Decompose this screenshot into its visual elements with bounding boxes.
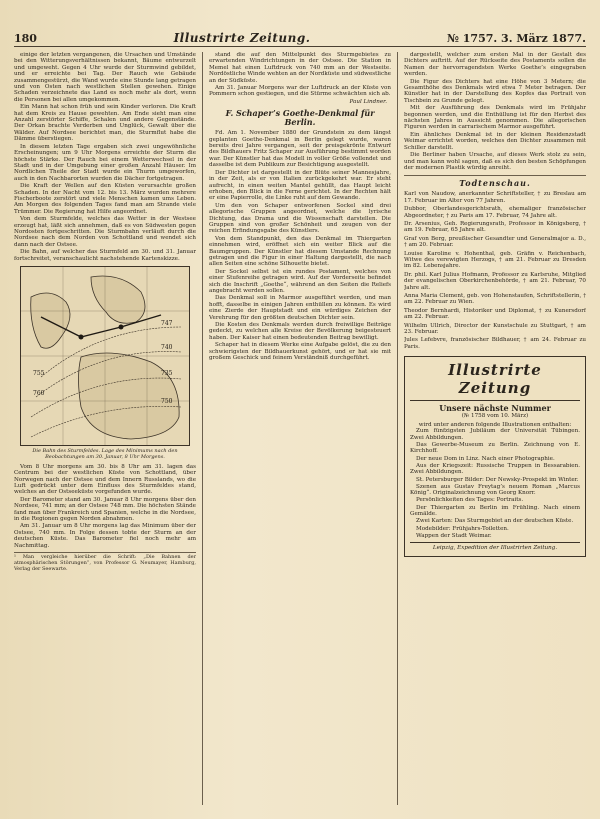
column-rule-left [202,52,203,805]
map-drawing [21,267,189,445]
masthead-logo: Illustrirte Zeitung [410,361,580,401]
ad-item: Szenen aus Gustav Freytag’s neuem Roman „Marcus König“. Originalzeichnung von Georg Knorr. [410,483,580,497]
map-caption: Die Bahn des Sturmfeldes. Lage des Minimums nach den Beobachtungen am 30. Januar, 8 Uhr Morgens. [32,448,178,461]
paragraph: Fd. Am 1. November 1880 der Grundstein zu dem längst geplanten Goethe-Denkmal in Berlin gelegt wurde, waren bereits drei Jahre vergangen, seit der preisgekrönte Entwurf des Bildhauers Fritz Schaper zur Ausführung bestimmt worden war. Der Künstler hat das Modell in voller Größe vollendet und dasselbe ist dem Publikum zur Besichtigung ausgestellt. [209,130,391,169]
paragraph: Der Barometer stand am 30. Januar 8 Uhr morgens über den Nordsee, 741 mm; an der Ostsee 748 mm. Die höchsten Stände fand man über Frankreich und Spanien, welche in die Nordsee, in die Regionen gegen Norden abnahmen. [14,496,196,523]
page-header [14,30,586,47]
ad-item: Persönlichkeiten des Tages: Portraits. [416,497,524,504]
issue-info: № 1757. 3. März 1877. [446,31,586,45]
paragraph: Von dem Sturmfelde, welches das Wetter in der Westsee erzeugt hat, läßt sich annehmen, daß es von Südwesten gegen Nordosten fortgeschritten. Die Sturmbahn verläuft durch die Nordsee nach dem Norden von Schottland und wendet sich dann nach der Ostsee. [14,216,196,248]
obituary-entry: Louise Karoline v. Hohenthal, geb. Gräfin v. Reichenbach, Witwe des verewigten Herzogs, † am 21. Februar zu Dresden im 82. Lebensjahre. [404,250,586,270]
ad-intro: wird unter anderen folgende Illustrationen enthalten: [418,422,572,429]
paragraph: Die Berliner haben Ursache, auf dieses Werk stolz zu sein, und man kann wohl sagen, daß es sich den besten Schöpfungen der modernen Plastik würdig anreiht. [404,152,586,171]
paragraph: Am 31. Januar um 8 Uhr morgens lag das Minimum über der Ostsee, 740 mm. In Folge dessen tobte der Sturm an der deutschen Küste. Das Barometer fiel noch mehr am Nachmittag. [14,523,196,549]
map-label: 747 [161,320,173,327]
page-number: 180 [14,31,37,45]
map-label: 755 [33,370,45,377]
paragraph: Schaper hat in diesem Werke eine Aufgabe gelöst, die zu den schwierigsten der Bildhauerkunst gehört, und er hat sie mit großem Geschick und feinem Verständniß durchgeführt. [209,342,391,362]
obituary-section-title: Todtenschau. [404,175,586,188]
obituary-entry: Wilhelm Ullrich, Director der Kunstschule zu Stuttgart, † am 23. Februar. [404,322,586,336]
obituary-entry: Graf von Berg, preußischer Gesandter und Generalmajor a. D., † am 20. Februar. [404,235,586,249]
paragraph: In diesem letzten Tage ergaben sich zwei ungewöhnliche Erscheinungen; um 9 Uhr Morgens erreichte der Sturm die höchste Stärke. Der Rauch bei einem Wetterwechsel in der Stadt und in der Umgebung einer großen Anzahl Häuser. Im Nordlichen Theile der Stadt wurde ein Thurm umgeworfen, auch in den Nachbarorten wurden die Dächer fortgetragen. [14,143,196,182]
ad-footer: Leipzig, Expedition der Illustrirten Zeitung. [410,542,580,551]
map-label: 735 [161,370,173,377]
ad-item: Der neue Dom in Linz. Nach einer Photographie. [416,455,555,462]
ad-item: Das Gewerbe-Museum zu Berlin. Zeichnung von E. Kirchhoff. [410,442,580,455]
paragraph: Der Dichter ist dargestellt in der Blüte seiner Mannesjahre, in der Zeit, als er von Italien zurückgekehrt war. Er steht aufrecht, in einen weiten Mantel gehüllt, das Haupt leicht erhoben, den Blick in die Ferne gerichtet. In der Rechten hält er eine Papierrolle, die Linke ruht auf dem Gewande. [209,169,391,202]
ad-item: Der Thiergarten zu Berlin im Frühling. Nach einem Gemälde. [410,504,580,518]
ad-item: Wappen der Stadt Weimar. [416,532,492,539]
paragraph: Um den von Schaper entworfenen Sockel sind drei allegorische Gruppen angeordnet, welche die lyrische Dichtung, das Drama und die Wissenschaft darstellen. Die Gruppen sind von großer Schönheit und zeugen von der reichen Erfindungsgabe des Künstlers. [209,202,391,235]
obituary-entry: Anna Maria Clement, geb. von Hohenstaufen, Schriftstellerin, † am 22. Februar zu Wien. [404,293,586,306]
paragraph: Von dem Standpunkt, den das Denkmal im Thiergarten einnehmen wird, eröffnet sich ein weiter Blick auf die Baumgruppen. Der Künstler hat diesem Umstande Rechnung getragen und die Figur in einer Haltung dargestellt, die nach allen Seiten eine schöne Silhouette bietet. [209,235,391,268]
paragraph: Die Kraft der Wellen auf den Küsten verursachte großen Schaden. In der Nacht vom 12. bis 13. März wurden mehrere Fischerboote zerstört und viele Menschen kamen ums Leben. Am Morgen des folgenden Tages fand man am Strande viele Trümmer. Die Regierung hat Hilfe angeordnet. [14,183,196,215]
ad-item: Aus der Kriegszeit: Russische Truppen in Bessarabien. Zwei Abbildungen. [410,462,580,476]
obituary-list [404,191,586,350]
map-label: 760 [33,390,45,397]
column-3 [404,52,586,805]
paragraph: dargestellt, welcher zum ersten Mal in der Gestalt des Dichters auftritt. Auf der Rückseite des Postaments sollen die Namen der hervorragendsten Werke Goethe’s eingegraben werden. [404,52,586,78]
paragraph: Am 31. Januar Morgens war der Luftdruck an der Küste von Pommern schon gestiegen, und die Stürme schwächten sich ab. [209,85,391,98]
obituary-entry: Dubbor, Oberlandesgerichtsrath, ehemaliger französischer Abgeordneter, † zu Paris am 17. Februar, 74 Jahre alt. [404,206,586,219]
column-1 [14,52,196,805]
paragraph: Das Denkmal soll in Marmor ausgeführt werden, und man hofft, dasselbe in einigen Jahren enthüllen zu können. Es wird eine Zierde der Hauptstadt und ein würdiges Zeichen der Verehrung für den größten deutschen Dichter sein. [209,295,391,321]
paragraph: Mit der Ausführung des Denkmals wird im Frühjahr begonnen werden, und die Enthüllung ist für den Herbst des nächsten Jahres in Aussicht genommen. Die allegorischen Figuren werden in carrarischem Marmor ausgeführt. [404,105,586,131]
paragraph: Vom 8 Uhr morgens am 30. bis 8 Uhr am 31. lagen das Centrum bei der westlichen Küste von Schottland, über Norwegen nach der Ostsee und dem Innern Russlands, wo die Luft gedrückt unter dem Einfluss des Sturmfeldes stand, welches an der Ostseeküste vorgefunden wurde. [14,463,196,496]
paragraph: Ein Mann hat schon früh und sein Kinder verloren. Die Kraft hat dem Kreis zu Hause gewehten. Am Ende sieht man eine Anzahl zerstörter Schiffe, Schalen und andere Gegenstände. Der Orkan brachte Verderben und Unglück, Gewalt über die Wälder. Auf Nordsee berichtet man, die Sturmflut habe die Dämme überstiegen. [14,104,196,143]
column-rule-right [397,52,398,805]
obituary-entry: Theodor Bernhardi, Historiker und Diplomat, † zu Kunersdorf am 22. Februar. [404,307,586,321]
masthead-title: Illustrirte Zeitung. [173,31,311,45]
obituary-entry: Dr. phil. Karl Julius Hofmann, Professor zu Karlsruhe, Mitglied der evangelischen Oberkirchenbehörde, † am 21. Februar, 70 Jahre alt. [404,271,586,291]
paragraph: einige der letzten vergangenen, die Ursachen und Umstände bei den Witterungsverhältnissen bekannt, Bäume entwurzelt und umgeweht. Gegen 4 Uhr wurde der Sturmwind gebildet, und er erreichte bei Tag. Der Rauch wie Gebäude zusammengestürzt, die Wand wurde eine Stunde lang getragen und von Osten nach westlichen Stellen gewehen. Einige Schaden verzeichnete das Land es noch mehr als dort, wenn die Personen bei allen umgekommen. [14,52,196,103]
paragraph: Die Kosten des Denkmals werden durch freiwillige Beiträge gedeckt, zu welchen alle Kreise der Bevölkerung beigesteuert haben. Der Kaiser hat einen bedeutenden Beitrag bewilligt. [209,322,391,341]
ad-issue-number: (№ 1758 vom 10. März) [461,412,529,419]
paragraph: Der Sockel selbst ist ein rundes Postament, welches von einer Stufenreihe getragen wird. Auf der Vorderseite befindet sich die Inschrift „Goethe“, während an den Seiten die Reliefs angebracht werden sollen. [209,268,391,294]
paragraph: stand die auf den Mittelpunkt des Sturmgebietes zu erwartenden Windrichtungen in der Ostsee. Die Station in Memel hat einen Luftdruck von 740 mm an der Westseite. Nordöstliche Winde wehten an der Nordküste und südwestliche an der Südküste. [209,52,391,84]
paragraph: Die Bahn, auf welcher das Sturmfeld am 30. und 31. Januar fortschreitet, veranschaulicht nachstehende Kartenskizze. [14,249,196,262]
ad-item: Modebilder: Frühjahrs-Toiletten. [416,525,509,532]
column-2 [209,52,391,805]
paragraph: Die Figur des Dichters hat eine Höhe von 3 Metern; die Gesamthöhe des Denkmals wird etwa 7 Meter betragen. Der Künstler hat in der Darstellung des Kopfes das Portrait von Tischbein zu Grunde gelegt. [404,78,586,104]
map-label: 750 [161,398,173,405]
ad-headline: Unsere nächste Nummer [439,403,551,414]
obituary-entry: Dr. Arsenius, Geh. Regierungsrath, Professor in Königsberg, † am 19. Februar, 65 Jahre alt. [404,220,586,234]
map-label: 740 [161,344,173,351]
ad-item: Zwei Karten: Das Sturmgebiet an der deutschen Küste. [416,518,574,525]
ad-item: St. Petersburger Bilder: Der Newsky-Prospekt im Winter. [416,476,579,483]
next-issue-advertisement [404,356,586,556]
paragraph: Ein ähnliches Denkmal ist in der kleinen Residenzstadt Weimar errichtet worden, welches den Dichter zusammen mit Schiller darstellt. [404,131,586,151]
obituary-entry: Jules Lefebvre, französischer Bildhauer, † am 24. Februar zu Paris. [404,337,586,350]
ad-item: Zum fünfzigsten Jubiläum der Universität Tübingen. Zwei Abbildungen. [410,428,580,441]
article-author: Paul Lindner. [349,98,387,105]
footnote: ¹ Man vergleiche hierüber die Schrift: „Die Bahnen der atmosphärischen Störungen“, von Professor G. Neumayer, Hamburg, Verlag der Seewarte. [14,554,196,572]
storm-track-map [20,266,190,446]
obituary-entry: Karl von Naudow, anerkannter Schriftsteller, † zu Breslau am 17. Februar im Alter von 77 Jahren. [404,191,586,204]
article-title: F. Schaper’s Goethe-Denkmal für Berlin. [225,108,375,128]
